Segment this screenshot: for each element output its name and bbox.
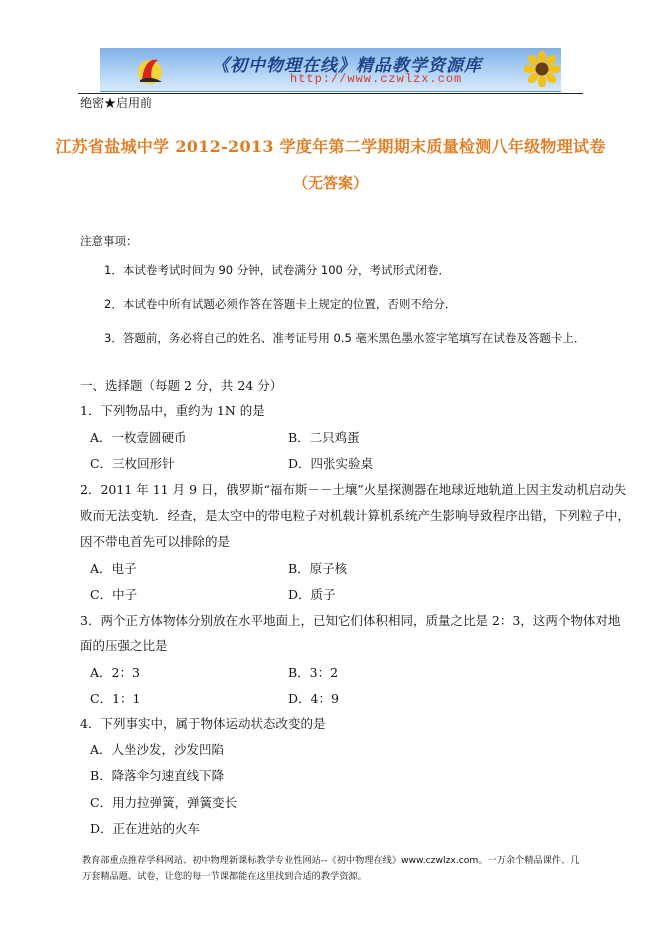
banner-url[interactable]: http://www.czwlzx.com bbox=[290, 72, 463, 86]
section-heading: 一、选择题（每题 2 分，共 24 分） bbox=[80, 378, 283, 393]
question-4-stem: 4．下列事实中，属于物体运动状态改变的是 bbox=[80, 716, 326, 731]
question-4-option-b: B．降落伞匀速直线下降 bbox=[90, 768, 225, 783]
question-1-option-d: D．四张实验桌 bbox=[288, 456, 374, 471]
question-3-option-d: D．4：9 bbox=[288, 691, 339, 706]
question-2-option-d: D．质子 bbox=[288, 587, 336, 602]
question-3-option-c: C．1：1 bbox=[90, 691, 141, 706]
exam-title: 江苏省盐城中学 2012-2013 学度年第二学期期末质量检测八年级物理试卷 bbox=[55, 137, 606, 156]
question-3-option-a: A．2：3 bbox=[90, 665, 140, 680]
question-1-option-b: B．二只鸡蛋 bbox=[288, 430, 360, 445]
question-2-stem-line: 败而无法变轨．经查，是太空中的带电粒子对机载计算机系统产生影响导致程序出错，下列粒子中， bbox=[80, 508, 631, 523]
question-3-stem-line: 面的压强之比是 bbox=[80, 638, 168, 653]
banner-title: 《初中物理在线》精品教学资源库 bbox=[212, 56, 482, 76]
question-2-option-a: A．电子 bbox=[90, 561, 137, 576]
question-2-stem-line: 因不带电首先可以排除的是 bbox=[80, 534, 231, 549]
notes-heading: 注意事项： bbox=[80, 234, 138, 248]
site-logo-icon bbox=[134, 54, 166, 86]
question-1-option-c: C．三枚回形针 bbox=[90, 456, 175, 471]
header-banner bbox=[100, 48, 561, 92]
sunflower-icon bbox=[524, 51, 560, 87]
note-item: 2．本试卷中所有试题必须作答在答题卡上规定的位置，否则不给分． bbox=[104, 297, 457, 311]
question-2-option-b: B．原子核 bbox=[288, 561, 348, 576]
question-1-stem: 1．下列物品中，重约为 1N 的是 bbox=[80, 403, 265, 418]
note-item: 3．答题前，务必将自己的姓名、准考证号用 0.5 毫米黑色墨水签字笔填写在试卷及答题卡上． bbox=[104, 331, 586, 345]
question-3-stem-line: 3．两个正方体物体分别放在水平地面上，已知它们体积相同，质量之比是 2：3，这两个物体对地 bbox=[80, 613, 621, 628]
question-2-option-c: C．中子 bbox=[90, 587, 138, 602]
question-4-option-c: C．用力拉弹簧，弹簧变长 bbox=[90, 795, 238, 810]
exam-subtitle: （无答案） bbox=[292, 174, 368, 192]
header-divider bbox=[78, 93, 583, 94]
question-3-option-b: B．3：2 bbox=[288, 665, 339, 680]
page-footer: 教育部重点推荐学科网站、初中物理新课标教学专业性网站--《初中物理在线》www.czwlzx.com。一万余个精品课件、几万套精品题、试卷，让您的每一节课都能在这里找到合适的教学资源。 bbox=[82, 855, 580, 882]
question-4-option-d: D．正在进站的火车 bbox=[90, 821, 201, 836]
question-2-stem-line: 2．2011 年 11 月 9 日，俄罗斯“福布斯－－土壤”火星探测器在地球近地轨道上因主发动机启动失 bbox=[80, 482, 627, 497]
confidential-label: 绝密★启用前 bbox=[80, 96, 153, 110]
question-4-option-a: A．人坐沙发，沙发凹陷 bbox=[90, 742, 225, 757]
note-item: 1．本试卷考试时间为 90 分钟，试卷满分 100 分，考试形式闭卷． bbox=[104, 263, 451, 277]
question-1-option-a: A．一枚壹圆硬币 bbox=[90, 430, 187, 445]
